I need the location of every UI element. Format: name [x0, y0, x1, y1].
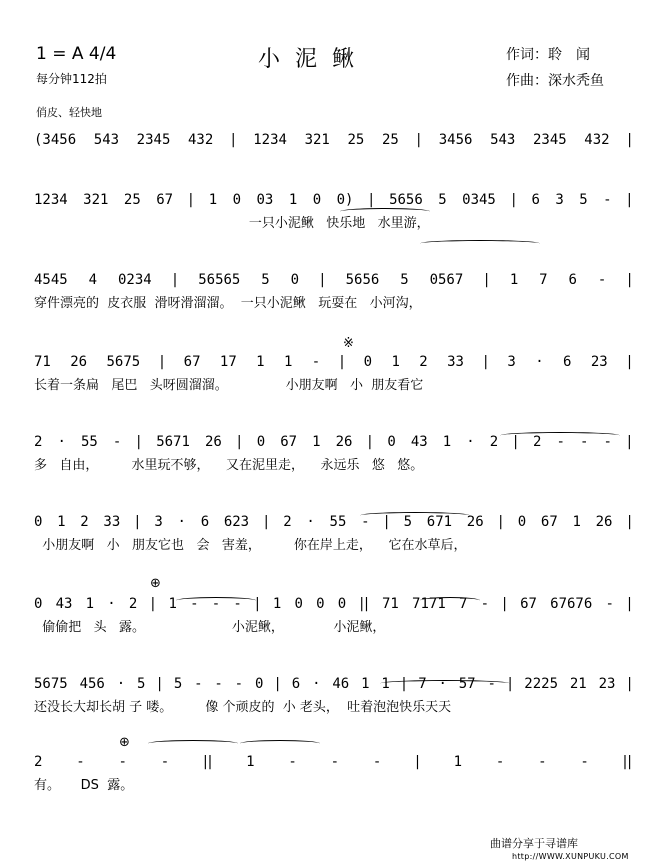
note-group: 0	[363, 354, 373, 370]
note-group: 2	[419, 354, 428, 370]
notation-line	[34, 128, 632, 148]
note-group: 1	[288, 192, 298, 208]
note-group: ·	[57, 434, 66, 450]
note-group: 33	[103, 514, 121, 530]
note-group: 0	[256, 434, 266, 450]
barline: |	[263, 514, 269, 530]
note-group: 1	[168, 596, 177, 612]
note-group: 1	[85, 596, 95, 612]
note-group: -	[76, 754, 85, 770]
barline: |	[627, 132, 632, 148]
note-group: -	[190, 596, 199, 612]
note-group: -	[372, 754, 382, 770]
note-group: 7	[539, 272, 548, 288]
note-group: 432	[188, 132, 214, 148]
note-group: 2225	[524, 676, 559, 692]
barline: |	[230, 132, 236, 148]
note-group: 6	[200, 514, 210, 530]
barline: |	[511, 192, 517, 208]
barline: |	[401, 676, 407, 692]
lyric-line: 多 自由， 水里玩不够， 又在泥里走， 永远乐 悠 悠。	[34, 458, 424, 473]
note-group: ·	[177, 514, 186, 530]
note-group: -	[361, 514, 370, 530]
lyric-line	[34, 152, 632, 170]
barline: |	[150, 596, 156, 612]
barline: |	[275, 676, 280, 692]
note-group: 1	[272, 596, 282, 612]
note-group: -	[330, 754, 340, 770]
note-group: 2	[533, 434, 542, 450]
note-group: -	[288, 754, 297, 770]
tempo-marking: 每分钟112拍	[36, 72, 107, 86]
barline: |	[159, 354, 165, 370]
note-group: 23	[590, 354, 608, 370]
barline: |	[484, 272, 489, 288]
barline: |	[172, 272, 178, 288]
note-group: 0345	[462, 192, 496, 208]
note-group: 2	[34, 434, 43, 450]
note-group: 543	[93, 132, 120, 148]
note-group: 7	[458, 596, 468, 612]
slur-mark	[240, 740, 320, 747]
lyric-line: 一只小泥鳅 快乐地 水里游，	[34, 216, 430, 231]
note-group: -	[234, 676, 244, 692]
segno-symbol: ※	[343, 336, 354, 351]
note-group: 5	[579, 192, 588, 208]
note-group: -	[580, 754, 589, 770]
barline: |	[157, 676, 162, 692]
note-group: 1234	[253, 132, 287, 148]
note-group: 1	[57, 514, 66, 530]
note-group: 26	[466, 514, 484, 530]
note-group: 0	[290, 272, 300, 288]
note-group: 7	[418, 676, 427, 692]
note-group: 67	[183, 354, 201, 370]
barline: ||	[202, 754, 213, 770]
note-group: -	[160, 754, 170, 770]
note-group: 5	[403, 514, 413, 530]
note-group: 1	[312, 434, 321, 450]
lyric-line: 还没长大却长胡 子 喽。 像 个顽皮的 小 老头， 吐着泡泡快乐天天	[34, 700, 452, 715]
slur-mark	[500, 432, 620, 439]
note-group: ·	[107, 596, 116, 612]
coda-symbol: ⊕	[150, 576, 161, 591]
song-title: 小 泥 鳅	[258, 47, 358, 72]
note-group: 71	[34, 354, 51, 370]
note-group: 3	[555, 192, 564, 208]
note-group: -	[556, 434, 565, 450]
note-group: 3456	[438, 132, 473, 148]
note-group: 623	[223, 514, 250, 530]
notation-line	[34, 188, 632, 208]
barline: |	[254, 596, 260, 612]
composer-credit: 作曲：深水秃鱼	[506, 73, 604, 89]
note-group: 0	[316, 596, 325, 612]
barline: ||	[622, 754, 632, 770]
coda-symbol-2: ⊕	[119, 735, 130, 750]
note-group: -	[211, 596, 221, 612]
footer-share-text: 曲谱分享于寻谱库	[490, 837, 578, 850]
barline: |	[627, 514, 632, 530]
notation-line	[34, 750, 632, 770]
barline: |	[416, 132, 422, 148]
note-group: 26	[204, 434, 222, 450]
note-group: 67	[520, 596, 537, 612]
note-group: 2	[489, 434, 499, 450]
note-group: 1	[208, 192, 218, 208]
note-group: 43	[410, 434, 428, 450]
note-group: 17	[219, 354, 237, 370]
note-group: 33	[447, 354, 464, 370]
note-group: 5656	[389, 192, 423, 208]
note-group: 67	[280, 434, 298, 450]
note-group: ·	[312, 676, 321, 692]
note-group: 3	[507, 354, 516, 370]
note-group: 1	[453, 754, 463, 770]
note-group: 543	[490, 132, 516, 148]
note-group: 1234	[34, 192, 68, 208]
note-group: 6	[568, 272, 577, 288]
note-group: 5	[438, 192, 447, 208]
note-group: ·	[116, 676, 126, 692]
barline: |	[319, 272, 325, 288]
notation-line	[34, 350, 632, 370]
note-group: -	[580, 434, 589, 450]
note-group: 0234	[117, 272, 152, 288]
note-group: 67676	[550, 596, 593, 612]
lyric-line: 小朋友啊 小 朋友它也 会 害羞， 你在岸上走， 它在水草后，	[34, 538, 467, 553]
barline: |	[415, 754, 420, 770]
note-group: 671	[426, 514, 453, 530]
barline: |	[513, 434, 518, 450]
note-group: 5	[136, 676, 146, 692]
barline: |	[188, 192, 194, 208]
slur-mark	[380, 680, 510, 687]
note-group: 0	[34, 514, 43, 530]
note-group: ·	[438, 676, 447, 692]
note-group: 0	[34, 596, 43, 612]
note-group: -	[233, 596, 242, 612]
slur-mark	[420, 240, 540, 247]
note-group: 5671	[156, 434, 190, 450]
note-group: -	[538, 754, 547, 770]
note-group: 0	[232, 192, 242, 208]
note-group: -	[495, 754, 505, 770]
note-group: 0)	[336, 192, 354, 208]
note-group: 25	[381, 132, 399, 148]
barline: |	[498, 514, 504, 530]
note-group: 2345	[136, 132, 171, 148]
note-group: 3	[154, 514, 163, 530]
note-group: 5675	[106, 354, 141, 370]
note-group: 5	[261, 272, 270, 288]
notation-line	[34, 510, 632, 530]
note-group: 0	[294, 596, 303, 612]
note-group: -	[603, 192, 612, 208]
note-group: 5	[400, 272, 409, 288]
note-group: 1	[361, 676, 370, 692]
footer-site-url: http://WWW.XUNPUKU.COM	[512, 852, 629, 861]
note-group: -	[194, 676, 203, 692]
lyric-line: 有。 DS 露。	[34, 778, 134, 793]
note-group: 5	[173, 676, 183, 692]
note-group: 67	[540, 514, 558, 530]
note-group: 55	[329, 514, 347, 530]
note-group: 1	[509, 272, 519, 288]
barline: |	[384, 514, 389, 530]
barline: |	[367, 434, 373, 450]
barline: |	[134, 514, 140, 530]
note-group: 5656	[345, 272, 380, 288]
notation-line	[34, 268, 632, 288]
barline: |	[627, 676, 632, 692]
note-group: 456	[79, 676, 105, 692]
note-group: 25	[347, 132, 365, 148]
note-group: 57	[458, 676, 476, 692]
barline: |	[368, 192, 374, 208]
note-group: 25	[123, 192, 141, 208]
note-group: 2	[128, 596, 138, 612]
slur-mark	[148, 740, 238, 747]
note-group: 26	[70, 354, 88, 370]
slur-mark	[176, 597, 256, 604]
note-group: 4	[88, 272, 98, 288]
notation-line	[34, 592, 632, 612]
barline: |	[627, 272, 632, 288]
note-group: 1	[442, 434, 452, 450]
note-group: -	[480, 596, 489, 612]
barline: |	[136, 434, 142, 450]
note-group: 23	[598, 676, 616, 692]
note-group: 0	[254, 676, 264, 692]
note-group: 2345	[532, 132, 567, 148]
note-group: -	[214, 676, 223, 692]
note-group: 2	[283, 514, 292, 530]
note-group: 321	[304, 132, 330, 148]
note-group: 1	[246, 754, 255, 770]
note-group: 1	[391, 354, 400, 370]
slur-mark	[420, 597, 480, 604]
note-group: 67	[156, 192, 174, 208]
note-group: 432	[584, 132, 610, 148]
lyricist-credit: 作词：聆 闻	[506, 47, 590, 63]
note-group: 6	[563, 354, 572, 370]
barline: |	[627, 192, 632, 208]
note-group: 26	[595, 514, 613, 530]
note-group: ·	[466, 434, 475, 450]
note-group: 4545	[34, 272, 68, 288]
note-group: 46	[332, 676, 350, 692]
note-group: -	[605, 596, 614, 612]
slur-mark	[340, 208, 430, 215]
note-group: 0	[517, 514, 527, 530]
note-group: 6	[531, 192, 540, 208]
note-group: 1	[256, 354, 265, 370]
note-group: -	[118, 754, 127, 770]
key-signature: 1 = A 4/4	[36, 44, 117, 64]
barline: |	[339, 354, 345, 370]
note-group: 0	[312, 192, 322, 208]
note-group: -	[603, 434, 612, 450]
notation-line	[34, 672, 632, 692]
note-group: 2	[80, 514, 89, 530]
note-group: (3456	[34, 132, 77, 148]
note-group: 2	[34, 754, 43, 770]
barline: |	[483, 354, 489, 370]
note-group: 0567	[429, 272, 464, 288]
barline: |	[627, 434, 632, 450]
note-group: 1	[283, 354, 293, 370]
note-group: 6	[291, 676, 301, 692]
style-marking: 俏皮、轻快地	[36, 106, 102, 119]
note-group: ·	[535, 354, 544, 370]
note-group: -	[311, 354, 321, 370]
barline: |	[627, 354, 632, 370]
note-group: 321	[83, 192, 109, 208]
lyric-line: 偷偷把 头 露。 小泥鳅， 小泥鳅，	[34, 620, 386, 635]
barline: |	[627, 596, 632, 612]
note-group: 56565	[198, 272, 241, 288]
note-group: -	[597, 272, 607, 288]
barline: ||	[359, 596, 369, 612]
lyric-line: 长着一条扁 尾巴 头呀圆溜溜。 小朋友啊 小 朋友看它	[34, 378, 424, 393]
note-group: 43	[55, 596, 73, 612]
barline: |	[236, 434, 242, 450]
note-group: 0	[337, 596, 347, 612]
note-group: 0	[387, 434, 396, 450]
note-group: 55	[81, 434, 98, 450]
note-group: ·	[306, 514, 315, 530]
barline: |	[502, 596, 507, 612]
note-group: 26	[335, 434, 353, 450]
slur-mark	[360, 512, 470, 519]
note-group: 03	[256, 192, 274, 208]
note-group: -	[112, 434, 122, 450]
note-group: -	[487, 676, 496, 692]
note-group: 21	[569, 676, 587, 692]
note-group: 1	[381, 676, 390, 692]
note-group: 7171	[412, 596, 446, 612]
barline: |	[507, 676, 513, 692]
note-group: 1	[572, 514, 581, 530]
lyric-line: 穿件漂亮的 皮衣服 滑呀滑溜溜。 一只小泥鳅 玩耍在 小河沟，	[34, 296, 422, 311]
note-group: 71	[381, 596, 399, 612]
note-group: 5675	[34, 676, 68, 692]
